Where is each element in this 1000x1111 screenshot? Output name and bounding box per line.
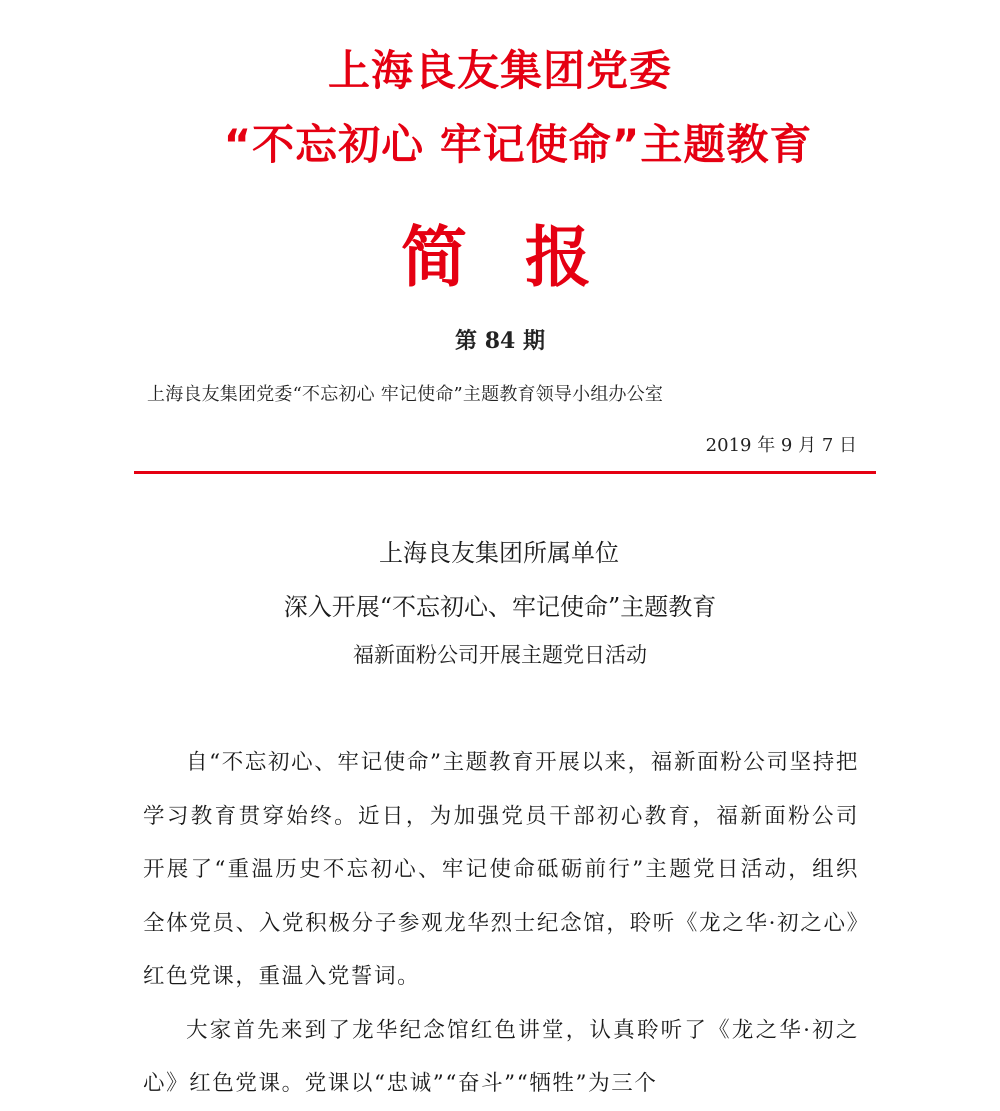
bulletin-label: 简报	[401, 218, 649, 296]
article-title-line-2: 深入开展“不忘初心、牢记使命”主题教育	[283, 593, 717, 621]
article-paragraph: 大家首先来到了龙华纪念馆红色讲堂，认真聆听了《龙之华·初之心》红色党课。党课以“忠诚”“奋斗”“牺牲”为三个	[143, 1017, 859, 1096]
issue-date: 2019 年 9 月 7 日	[705, 435, 857, 456]
article-subtitle: 福新面粉公司开展主题党日活动	[353, 643, 647, 667]
article-title-line-1: 上海良友集团所属单位	[379, 539, 619, 567]
org-title: 上海良友集团党委	[327, 46, 672, 95]
red-divider	[134, 471, 876, 474]
article-body	[143, 736, 859, 1111]
issue-number: 第 84 期	[455, 328, 545, 354]
campaign-title: “不忘初心 牢记使命”主题教育	[223, 120, 813, 169]
article-paragraph: 自“不忘初心、牢记使命”主题教育开展以来，福新面粉公司坚持把学习教育贯穿始终。近日，为加强党员干部初心教育，福新面粉公司开展了“重温历史不忘初心、牢记使命砥砺前行”主题党日活动，组织全体党员、入党积极分子参观龙华烈士纪念馆，聆听《龙之华·初之心》红色党课，重温入党誓词。	[143, 750, 859, 989]
issuing-office: 上海良友集团党委“不忘初心 牢记使命”主题教育领导小组办公室	[147, 384, 664, 405]
